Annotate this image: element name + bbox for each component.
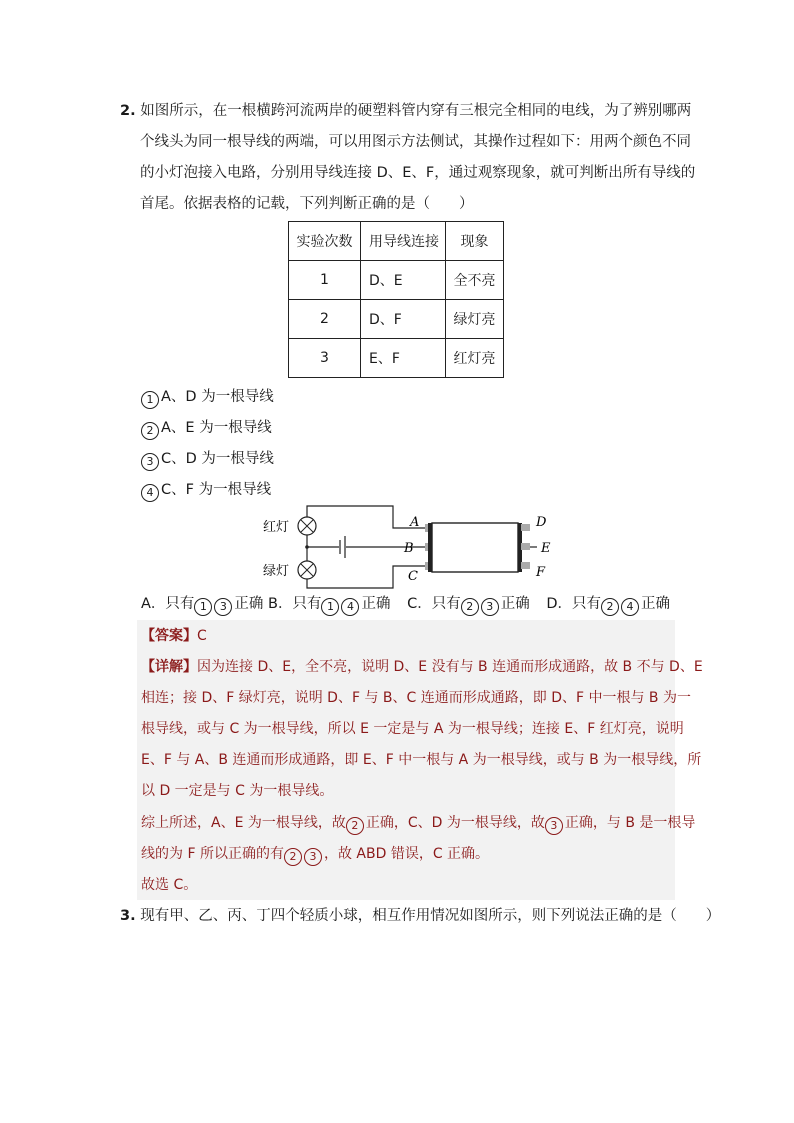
q2-stem-line: 首尾。依据表格的记载，下列判断正确的是（ ） <box>140 196 474 212</box>
summary-text: ，故 ABD 错误，C 正确。 <box>323 846 490 862</box>
q2-stem-line: 如图所示，在一根横跨河流两岸的硬塑料管内穿有三根完全相同的电线，为了辨别哪两 <box>140 103 692 119</box>
detail-text: E、F 与 A、B 连通而形成通路，即 E、F 中一根与 A 为一根导线，或与 B 为一根导线，所 <box>141 752 702 768</box>
red-lamp-label: 红灯 <box>263 520 290 535</box>
circled-number: 3 <box>481 598 499 616</box>
option-a <box>141 596 263 612</box>
circled-number: 3 <box>214 598 232 616</box>
circled-number: 3 <box>304 848 322 866</box>
answer-value: C <box>197 628 207 644</box>
statement-text: C、F 为一根导线 <box>161 482 272 498</box>
question-number: 3. <box>120 908 136 924</box>
detail-label: 【详解】 <box>141 659 197 675</box>
label-c: C <box>408 569 418 584</box>
option-text: B．只有 <box>268 596 322 612</box>
table-cell: 红灯亮 <box>446 339 504 378</box>
q2-stem-line: 个线头为同一根导线的两端，可以用图示方法侧试，其操作过程如下：用两个颜色不同 <box>140 134 691 150</box>
statement-text: C、D 为一根导线 <box>161 451 274 467</box>
answer-line <box>141 626 207 646</box>
summary-text: 综上所述，A、E 为一根导线，故 <box>141 815 346 831</box>
option-text: 正确 <box>641 596 670 612</box>
circled-number: 4 <box>621 598 639 616</box>
summary-line <box>141 813 695 835</box>
answer-options <box>141 594 670 616</box>
table-header: 现象 <box>446 222 504 261</box>
table-cell: D、F <box>361 300 446 339</box>
option-c <box>407 596 530 612</box>
q3-line <box>120 906 720 926</box>
circled-number: 2 <box>461 598 479 616</box>
detail-text: 相连；接 D、F 绿灯亮，说明 D、F 与 B、C 连通而形成通路，即 D、F 中一根与 B 为一 <box>141 690 691 706</box>
label-a: A <box>410 515 420 530</box>
circled-number: 1 <box>141 391 159 409</box>
label-e: E <box>541 541 551 556</box>
conclusion-line: 故选 C。 <box>141 877 198 893</box>
table-header: 用导线连接 <box>361 222 446 261</box>
battery-icon <box>340 536 345 558</box>
question-number: 2. <box>120 103 136 119</box>
green-lamp-icon <box>298 561 316 579</box>
q2-line-1 <box>120 101 691 121</box>
statement-text: A、D 为一根导线 <box>161 389 274 405</box>
summary-text: 正确，C、D 为一根导线，故 <box>365 815 545 831</box>
circled-number: 4 <box>341 598 359 616</box>
table-cell: 全不亮 <box>446 261 504 300</box>
detail-text: 因为连接 D、E，全不亮，说明 D、E 没有与 B 连通而形成通路，故 B 不与 D、E <box>197 659 703 675</box>
table-cell: E、F <box>361 339 446 378</box>
circled-number: 4 <box>141 484 159 502</box>
statement-3 <box>141 449 274 471</box>
green-lamp-label: 绿灯 <box>263 564 290 579</box>
answer-label: 【答案】 <box>141 628 197 644</box>
label-b: B <box>404 541 414 556</box>
table-cell: 绿灯亮 <box>446 300 504 339</box>
q3-stem: 现有甲、乙、丙、丁四个轻质小球，相互作用情况如图所示，则下列说法正确的是（ ） <box>140 908 721 924</box>
option-text: A．只有 <box>141 596 195 612</box>
option-text: C．只有 <box>407 596 461 612</box>
label-d: D <box>536 515 547 530</box>
summary-text: 线的为 F 所以正确的有 <box>141 846 284 862</box>
experiment-table <box>288 221 504 378</box>
table-cell: D、E <box>361 261 446 300</box>
option-text: 正确 <box>361 596 391 612</box>
detail-text: 以 D 一定是与 C 为一根导线。 <box>141 783 334 799</box>
label-f: F <box>536 565 546 580</box>
red-lamp-icon <box>298 517 316 535</box>
option-text: 正确 <box>500 596 530 612</box>
table-cell: 2 <box>289 300 361 339</box>
summary-text: 正确，与 B 是一根导 <box>564 815 696 831</box>
table-cell: 1 <box>289 261 361 300</box>
circled-number: 2 <box>141 422 159 440</box>
summary-line <box>141 844 489 866</box>
table-cell: 3 <box>289 339 361 378</box>
circuit-diagram <box>255 500 565 595</box>
circled-number: 3 <box>545 817 563 835</box>
option-b <box>268 596 390 612</box>
detail-text: 根导线，或与 C 为一根导线，所以 E 一定是与 A 为一根导线；连接 E、F 红灯亮，说明 <box>141 721 684 737</box>
circled-number: 2 <box>346 817 364 835</box>
circled-number: 3 <box>141 453 159 471</box>
statement-1 <box>141 387 274 409</box>
table-row <box>289 261 504 300</box>
table-row <box>289 300 504 339</box>
table-row <box>289 339 504 378</box>
option-text: 正确 <box>234 596 264 612</box>
statement-4 <box>141 480 271 502</box>
circled-number: 2 <box>601 598 619 616</box>
statement-2 <box>141 418 272 440</box>
option-text: D．只有 <box>546 596 601 612</box>
table-header: 实验次数 <box>289 222 361 261</box>
circled-number: 1 <box>194 598 212 616</box>
circled-number: 1 <box>321 598 339 616</box>
circled-number: 2 <box>284 848 302 866</box>
statement-text: A、E 为一根导线 <box>161 420 272 436</box>
option-d <box>546 596 670 612</box>
q2-stem-line: 的小灯泡接入电路，分别用导线连接 D、E、F，通过观察现象，就可判断出所有导线的 <box>140 165 696 181</box>
table-header-row <box>289 222 504 261</box>
plastic-pipe <box>425 523 530 572</box>
detail-line <box>141 657 703 677</box>
